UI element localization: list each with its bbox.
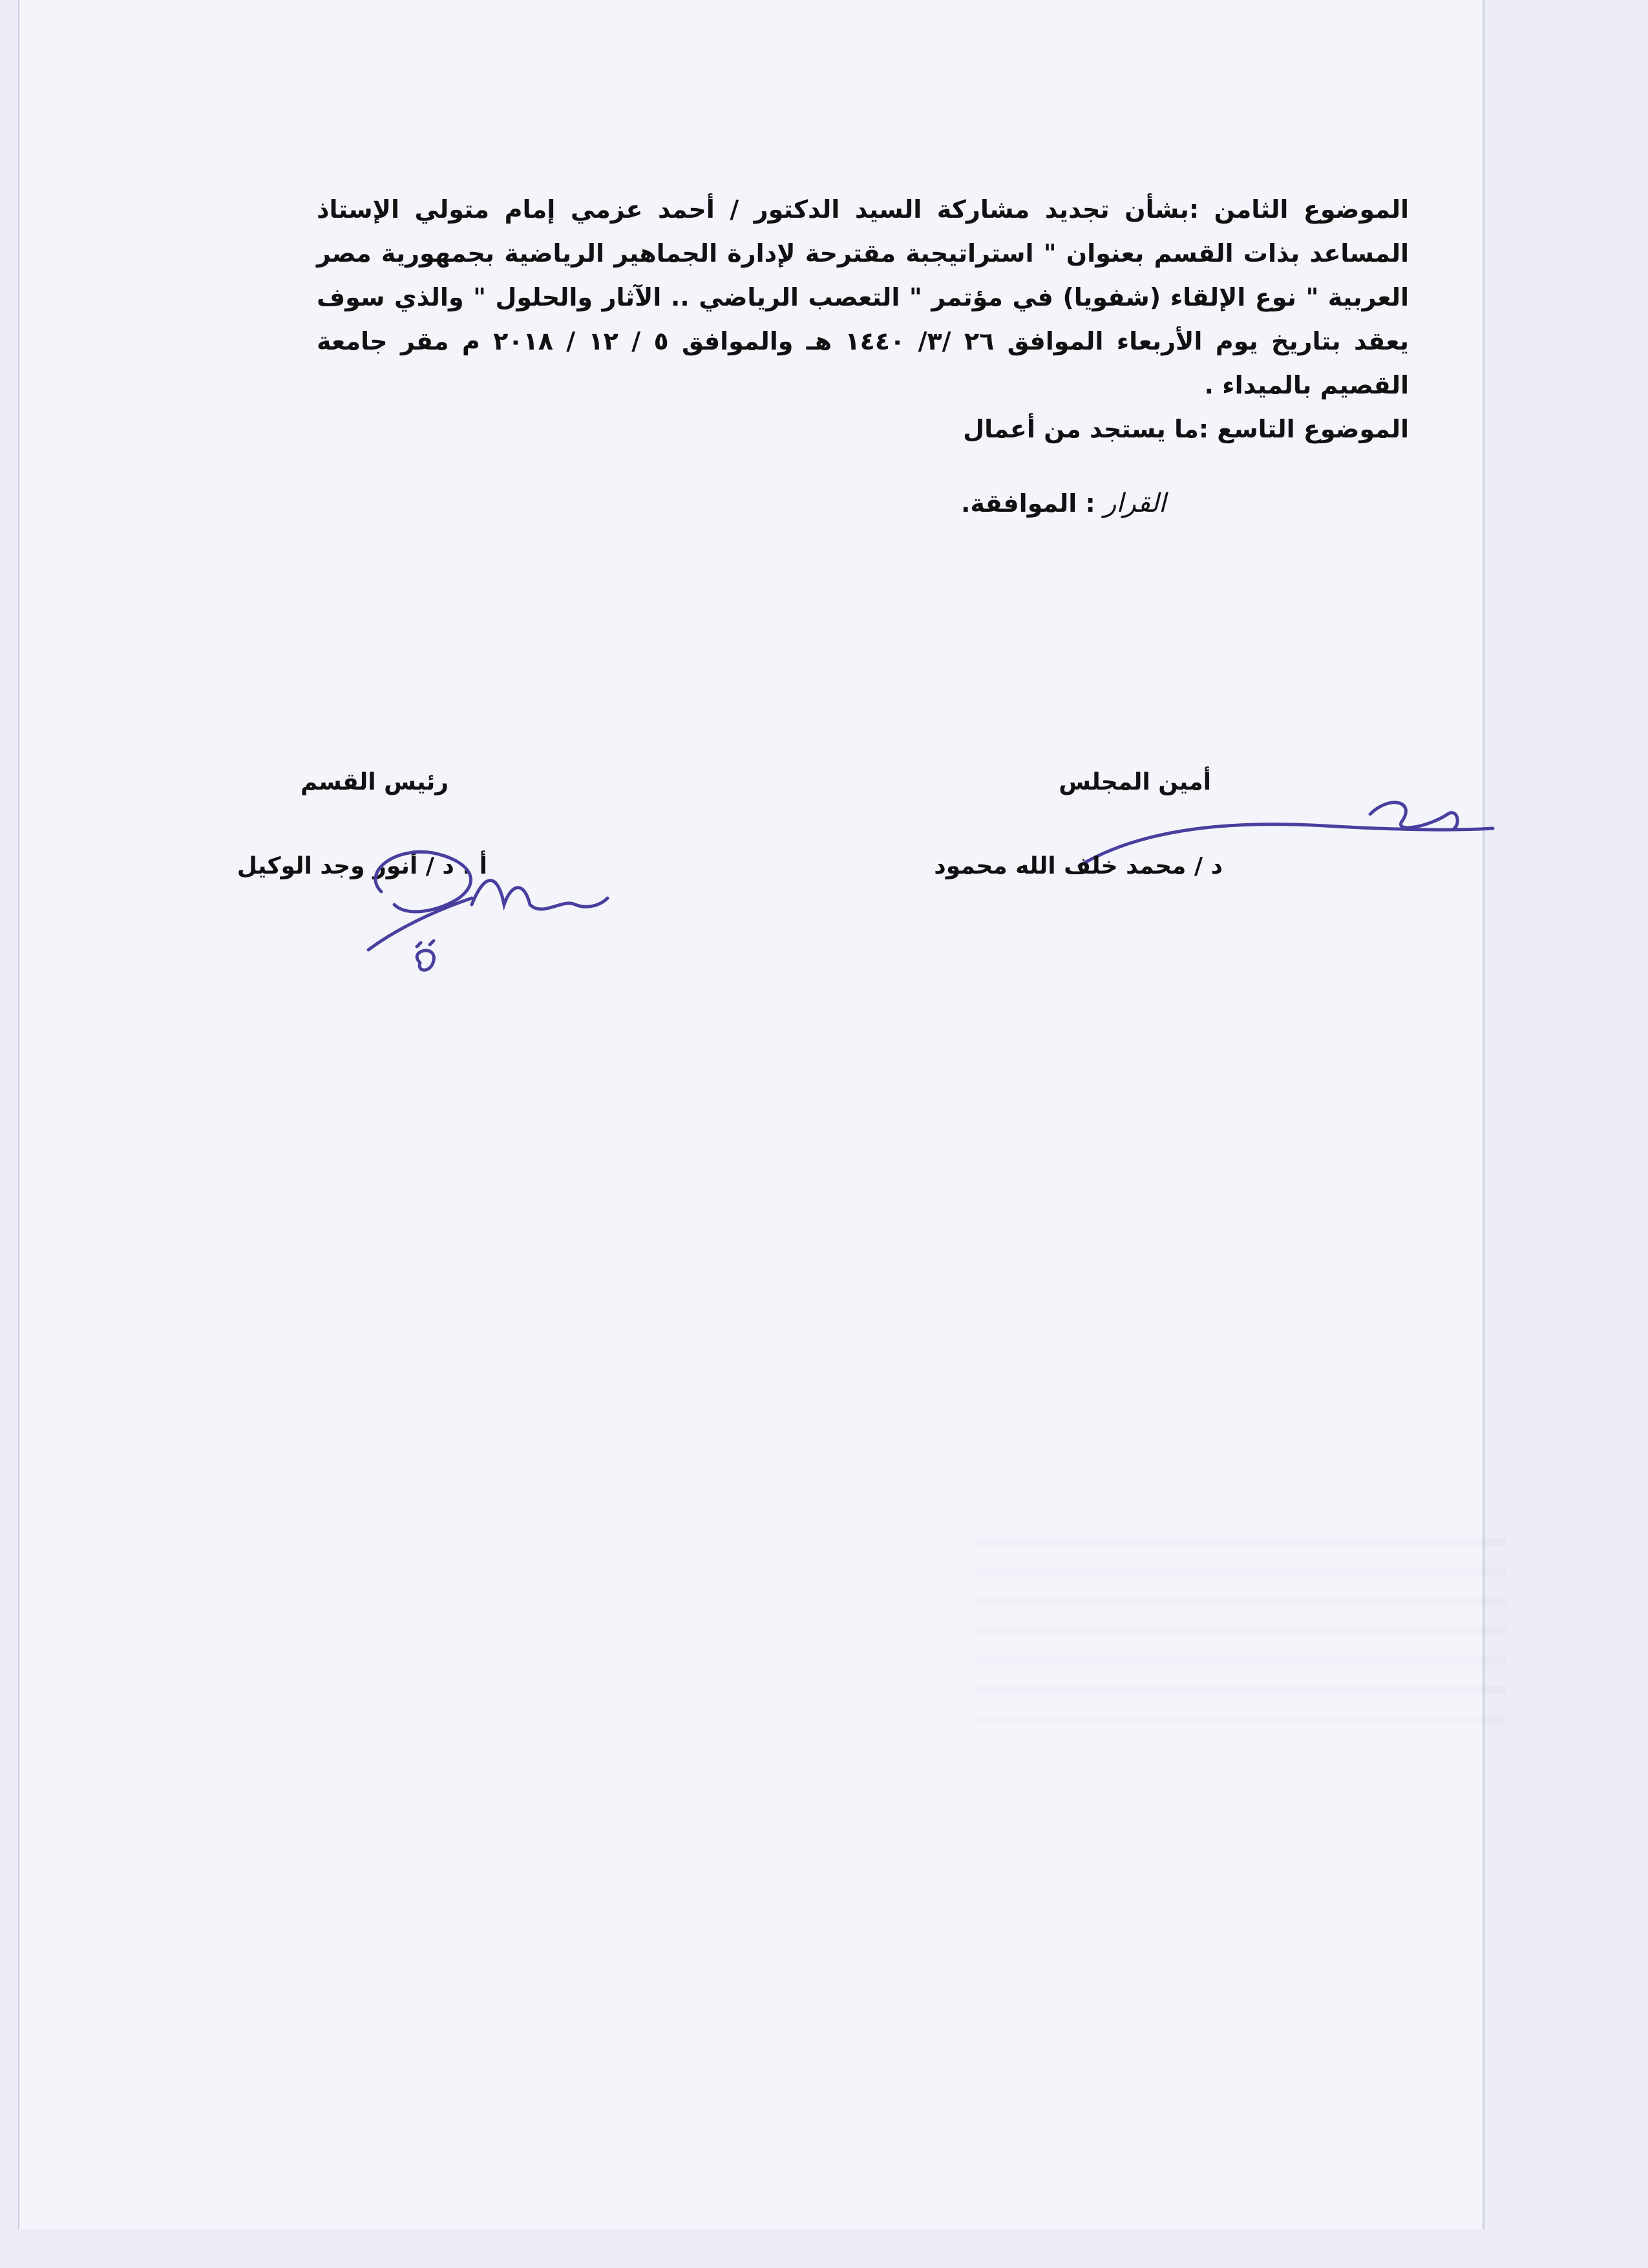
head-title: رئيس القسم bbox=[301, 769, 449, 795]
bleed-through bbox=[976, 1538, 1506, 1732]
agenda-item-9: الموضوع التاسع :ما يستجد من أعمال bbox=[963, 415, 1409, 443]
secretary-title: أمين المجلس bbox=[1059, 769, 1211, 795]
decision-line bbox=[961, 488, 1166, 518]
decision-label: القرار bbox=[1103, 488, 1166, 518]
head-signature bbox=[355, 834, 614, 995]
decision-separator: : bbox=[1077, 489, 1104, 518]
document-page bbox=[18, 0, 1484, 2229]
agenda-text bbox=[317, 187, 1409, 451]
decision-value: الموافقة. bbox=[960, 489, 1077, 518]
agenda-item-8: الموضوع الثامن :بشأن تجديد مشاركة السيد الدكتور / أحمد عزمي إمام متولي الإستاذ المساعد بذات القسم بعنوان " استراتيجبة مقترحة لإدارة الجماهير الرياضية بجمهورية مصر العربية " نوع الإلقاء (شفويا) في مؤتمر " التعصب الرياضي .. الآثار والحلول " والذي سوف يعقد بتاريخ يوم الأربعاء الموافق ٢٦ /٣/ ١٤٤٠ هـ والموافق ٥ / ١٢ / ٢٠١٨ م مقر جامعة القصيم بالميداء . bbox=[317, 195, 1409, 399]
secretary-name: د / محمد خلف الله محمود bbox=[934, 853, 1223, 879]
head-name: أ . د / أنور وجد الوكيل bbox=[237, 853, 487, 879]
